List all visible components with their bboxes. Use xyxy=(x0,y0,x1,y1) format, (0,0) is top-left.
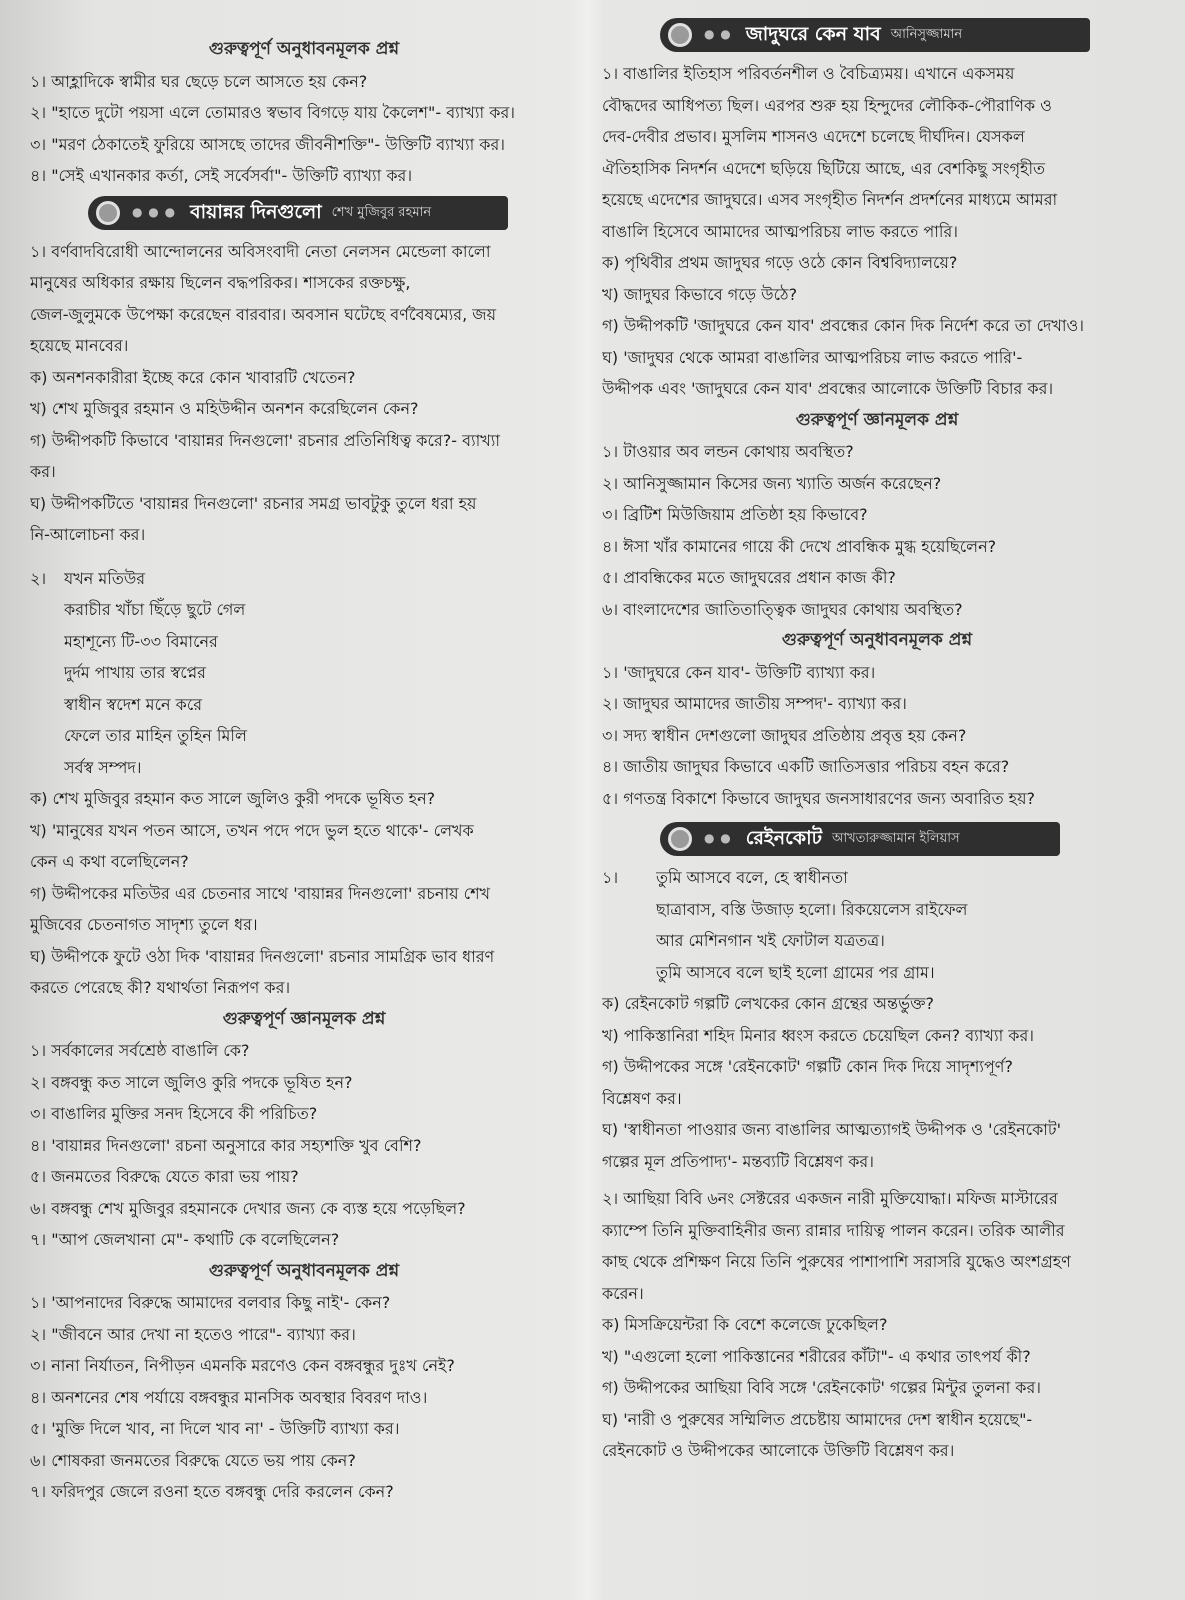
text-line: মুজিবের চেতনাগত সাদৃশ্য তুলে ধর। xyxy=(30,915,258,934)
chapter-title: বায়ান্নর দিনগুলো xyxy=(190,200,322,223)
chapter-author: শেখ মুজিবুর রহমান xyxy=(331,204,432,220)
chapter-banner xyxy=(88,196,508,230)
section-heading: গুরুত্বপূর্ণ অনুধাবনমূলক প্রশ্ন xyxy=(208,1260,400,1281)
question-list xyxy=(30,1287,578,1508)
text-line: ৫। 'মুক্তি দিলে খাব, না দিলে খাব না' - উক্তিটি ব্যাখ্যা কর। xyxy=(30,1419,400,1438)
stimulus-poem xyxy=(602,862,1152,988)
text-line: ১। সর্বকালের সর্বশ্রেষ্ঠ বাঙালি কে? xyxy=(30,1041,250,1060)
text-line: হয়েছে এদেশের জাদুঘরে। এসব সংগৃহীত নিদর্শন প্রদর্শনের মাধ্যমে আমরা xyxy=(602,190,1058,209)
text-line: ৩। "মরণ ঠেকাতেই ফুরিয়ে আসছে তাদের জীবনীশক্তি"- উক্তিটি ব্যাখ্যা কর। xyxy=(30,134,506,154)
text-line: ছাত্রাবাস, বস্তি উজাড় হলো। রিকয়েলেস রাইফেল xyxy=(656,899,968,919)
text-line: রেইনকোট ও উদ্দীপকের আলোকে উক্তিটি বিশ্লেষণ কর। xyxy=(602,1441,955,1460)
right-column xyxy=(602,14,1152,1467)
text-line: গ) উদ্দীপকের মতিউর এর চেতনার সাথে 'বায়ান্নর দিনগুলো' রচনায় শেখ xyxy=(30,883,491,903)
text-line: ৩। নানা নির্যাতন, নিপীড়ন এমনকি মরণেও কেন বঙ্গবন্ধুর দুঃখ নেই? xyxy=(30,1356,455,1375)
text-line: ১। আহ্লাদিকে স্বামীর ঘর ছেড়ে চলে আসতে হয় কেন? xyxy=(30,71,368,91)
dots-icon: ● ● xyxy=(704,831,732,846)
text-line: ৪। 'বায়ান্নর দিনগুলো' রচনা অনুসারে কার সহ্যশক্তি খুব বেশি? xyxy=(30,1135,422,1155)
text-line: ২। আছিয়া বিবি ৬নং সেক্টরের একজন নারী মুক্তিযোদ্ধা। মফিজ মাস্টারের xyxy=(602,1189,1058,1208)
text-line: খ) পাকিস্তানিরা শহিদ মিনার ধ্বংস করতে চেয়েছিল কেন? ব্যাখ্যা কর। xyxy=(602,1025,1035,1045)
text-line: বাঙালি হিসেবে আমাদের আত্মপরিচয় লাভ করতে পারি। xyxy=(602,221,958,241)
text-line: ৫। প্রাবন্ধিকের মতে জাদুঘরের প্রধান কাজ কী? xyxy=(602,568,896,587)
poem-lines xyxy=(30,563,578,784)
text-line: ৩। ব্রিটিশ মিউজিয়াম প্রতিষ্ঠা হয় কিভাবে? xyxy=(602,505,868,524)
question-list xyxy=(602,657,1152,815)
text-line: ক) রেইনকোট গল্পটি লেখকের কোন গ্রন্থের অন্তর্ভুক্ত? xyxy=(602,994,935,1013)
text-line: ৭। "আপ জেলখানা মে"- কথাটি কে বলেছিলেন? xyxy=(30,1230,340,1249)
text-line: ২। "হাতে দুটো পয়সা এলে তোমারও স্বভাব বিগড়ে যায় কৈলেশ"- ব্যাখ্যা কর। xyxy=(30,103,515,122)
text-line: বৌদ্ধদের আধিপত্য ছিল। এরপর শুরু হয় হিন্দুদের লৌকিক-পৌরাণিক ও xyxy=(602,95,1052,115)
text-line: কর। xyxy=(30,462,56,481)
text-line: ঘ) 'নারী ও পুরুষের সম্মিলিত প্রচেষ্টায় আমাদের দেশ স্বাধীন হয়েছে"- xyxy=(602,1409,1033,1429)
chapter-author: আখতারুজ্জামান ইলিয়াস xyxy=(831,831,960,847)
text-line: ২। "জীবনে আর দেখা না হতেও পারে"- ব্যাখ্যা কর। xyxy=(30,1324,356,1344)
question-list xyxy=(602,988,1152,1177)
question-list xyxy=(30,783,578,1004)
text-line: উদ্দীপক এবং 'জাদুঘরে কেন যাব' প্রবন্ধের আলোকে উক্তিটি বিচার কর। xyxy=(602,379,1054,398)
chapter-title: রেইনকোট xyxy=(745,827,822,850)
text-line: ১। বাঙালির ইতিহাস পরিবর্তনশীল ও বৈচিত্র্যময়। এখানে একসময় xyxy=(602,64,1015,83)
stimulus-poem xyxy=(30,563,578,784)
text-line: স্বাধীন স্বদেশ মনে করে xyxy=(64,694,203,714)
text-line: জেল-জুলুমকে উপেক্ষা করেছেন বারবার। অবসান ঘটেছে বর্ণবৈষম্যের, জয় xyxy=(30,304,496,324)
poem-number: ১। xyxy=(602,868,619,887)
text-line: গ) উদ্দীপকটি 'জাদুঘরে কেন যাব' প্রবন্ধের কোন দিক নির্দেশ করে তা দেখাও। xyxy=(602,316,1085,335)
text-line: ৪। ঈসা খাঁর কামানের গায়ে কী দেখে প্রাবন্ধিক মুগ্ধ হয়েছিলেন? xyxy=(602,536,997,556)
text-line: খ) 'মানুষের যখন পতন আসে, তখন পদে পদে ভুল হতে থাকে'- লেখক xyxy=(30,820,474,840)
text-line: ৬। বঙ্গবন্ধু শেখ মুজিবুর রহমানকে দেখার জন্য কে ব্যস্ত হয়ে পড়েছিল? xyxy=(30,1198,466,1218)
text-line: ক্যাম্পে তিনি মুক্তিবাহিনীর জন্য রান্নার দায়িত্ব পালন করেন। তরিক আলীর xyxy=(602,1220,1065,1240)
text-line: খ) শেখ মুজিবুর রহমান ও মহিউদ্দীন অনশন করেছিলেন কেন? xyxy=(30,399,419,418)
text-line: ঘ) 'জাদুঘর থেকে আমরা বাঙালির আত্মপরিচয় লাভ করতে পারি'- xyxy=(602,347,1023,367)
text-line: কেন এ কথা বলেছিলেন? xyxy=(30,852,189,871)
text-line: খ) "এগুলো হলো পাকিস্তানের শরীরের কাঁটা"- এ কথার তাৎপর্য কী? xyxy=(602,1346,1031,1366)
left-column xyxy=(30,14,578,1508)
text-line: ১। 'জাদুঘরে কেন যাব'- উক্তিটি ব্যাখ্যা কর। xyxy=(602,662,876,682)
text-line: ১। বর্ণবাদবিরোধী আন্দোলনের অবিসংবাদী নেতা নেলসন মেন্ডেলা কালো xyxy=(30,241,491,261)
text-line: ক) পৃথিবীর প্রথম জাদুঘর গড়ে ওঠে কোন বিশ্ববিদ্যালয়ে? xyxy=(602,253,958,272)
text-line: ৪। "সেই এখানকার কর্তা, সেই সর্বেসর্বা"- উক্তিটি ব্যাখ্যা কর। xyxy=(30,166,413,185)
text-line: গ) উদ্দীপকের আছিয়া বিবি সঙ্গে 'রেইনকোট' গল্পের মিন্টুর তুলনা কর। xyxy=(602,1378,1042,1397)
text-line: ২। আনিসুজ্জামান কিসের জন্য খ্যাতি অর্জন করেছেন? xyxy=(602,473,942,493)
text-line: গ) উদ্দীপকটি কিভাবে 'বায়ান্নর দিনগুলো' রচনার প্রতিনিধিত্ব করে?- ব্যাখ্যা xyxy=(30,430,501,450)
text-line: ৫। গণতন্ত্র বিকাশে কিভাবে জাদুঘর জনসাধারণের জন্য অবারিত হয়? xyxy=(602,788,1035,808)
text-line: করাচীর খাঁচা ছিঁড়ে ছুটে গেল xyxy=(64,600,246,619)
text-line: ক) শেখ মুজিবুর রহমান কত সালে জুলিও কুরী পদকে ভূষিত হন? xyxy=(30,789,436,808)
question-list xyxy=(602,436,1152,625)
text-line: মহাশূন্যে টি-৩৩ বিমানের xyxy=(64,631,218,651)
chapter-banner xyxy=(660,822,1060,856)
text-line: গল্পের মূল প্রতিপাদ্য'- মন্তব্যটি বিশ্লেষণ কর। xyxy=(602,1151,874,1171)
text-line: খ) জাদুঘর কিভাবে গড়ে উঠে? xyxy=(602,284,798,304)
text-line: ২। জাদুঘর আমাদের জাতীয় সম্পদ'- ব্যাখ্যা কর। xyxy=(602,694,907,713)
text-line: ফেলে তার মাহিন তুহিন মিলি xyxy=(64,726,247,745)
question-list xyxy=(30,1035,578,1256)
dots-icon: ● ● xyxy=(704,27,732,42)
text-line: যখন মতিউর xyxy=(64,568,146,588)
text-line: করতে পেরেছে কী? যথার্থতা নিরূপণ কর। xyxy=(30,978,291,997)
text-line: আর মেশিনগান খই ফোটাল যত্রতত্র। xyxy=(656,931,885,950)
text-line: ক) অনশনকারীরা ইচ্ছে করে কোন খাবারটি খেতেন? xyxy=(30,367,356,387)
poem-number: ২। xyxy=(30,568,47,588)
section-heading: গুরুত্বপূর্ণ অনুধাবনমূলক প্রশ্ন xyxy=(208,39,400,59)
text-line: ৪। অনশনের শেষ পর্যায়ে বঙ্গবন্ধুর মানসিক অবস্থার বিবরণ দাও। xyxy=(30,1387,428,1407)
text-line: ঘ) উদ্দীপকটিতে 'বায়ান্নর দিনগুলো' রচনার সমগ্র ভাবটুকু তুলে ধরা হয় xyxy=(30,493,477,513)
chapter-title: জাদুঘরে কেন যাব xyxy=(745,23,881,46)
text-line: মানুষের অধিকার রক্ষায় ছিলেন বদ্ধপরিকর। শাসকের রক্তচক্ষু, xyxy=(30,273,411,292)
text-line: সর্বস্ব সম্পদ। xyxy=(64,757,142,777)
text-line: ৭। ফরিদপুর জেলে রওনা হতে বঙ্গবন্ধু দেরি করলেন কেন? xyxy=(30,1482,394,1501)
text-line: ২। বঙ্গবন্ধু কত সালে জুলিও কুরি পদকে ভূষিত হন? xyxy=(30,1072,353,1092)
text-line: তুমি আসবে বলে ছাই হলো গ্রামের পর গ্রাম। xyxy=(656,962,935,982)
stimulus-passage xyxy=(602,58,1152,405)
stimulus-passage xyxy=(602,1183,1152,1467)
text-line: দুর্দম পাখায় তার স্বপ্নের xyxy=(64,663,206,682)
stimulus-passage xyxy=(30,236,578,551)
section-heading: গুরুত্বপূর্ণ জ্ঞানমূলক প্রশ্ন xyxy=(222,1008,386,1029)
text-line: দেব-দেবীর প্রভাব। মুসলিম শাসনও এদেশে চলেছে দীর্ঘদিন। যেসকল xyxy=(602,127,1025,146)
text-line: ঐতিহাসিক নিদর্শন এদেশে ছড়িয়ে ছিটিয়ে আছে, এর বেশকিছু সংগৃহীত xyxy=(602,158,1046,178)
bullet-circle-icon xyxy=(96,201,120,225)
text-line: বিশ্লেষণ কর। xyxy=(602,1088,682,1108)
bullet-circle-icon xyxy=(668,23,692,47)
text-line: কাছ থেকে প্রশিক্ষণ নিয়ে তিনি পুরুষের পাশাপাশি সরাসরি যুদ্ধেও অংশগ্রহণ xyxy=(602,1252,1071,1271)
poem-lines xyxy=(602,862,1152,988)
text-line: ১। 'আপনাদের বিরুদ্ধে আমাদের বলবার কিছু নাই'- কেন? xyxy=(30,1293,391,1312)
text-line: নি-আলোচনা কর। xyxy=(30,525,146,544)
text-line: তুমি আসবে বলে, হে স্বাধীনতা xyxy=(656,868,848,887)
text-line: করেন। xyxy=(602,1283,644,1303)
section-heading: গুরুত্বপূর্ণ জ্ঞানমূলক প্রশ্ন xyxy=(795,409,959,430)
dots-icon: ● ● ● xyxy=(132,204,177,219)
text-line: ক) মিসক্রিয়েন্টরা কি বেশে কলেজে ঢুকেছিল? xyxy=(602,1315,888,1334)
text-line: ১। টাওয়ার অব লন্ডন কোথায় অবস্থিত? xyxy=(602,442,854,461)
bullet-circle-icon xyxy=(668,827,692,851)
section-heading: গুরুত্বপূর্ণ অনুধাবনমূলক প্রশ্ন xyxy=(781,630,973,650)
text-line: ৪। জাতীয় জাদুঘর কিভাবে একটি জাতিসত্তার পরিচয় বহন করে? xyxy=(602,757,1010,776)
question-list xyxy=(30,66,578,192)
text-line: ৩। সদ্য স্বাধীন দেশগুলো জাদুঘর প্রতিষ্ঠায় প্রবৃত্ত হয় কেন? xyxy=(602,725,967,745)
chapter-author: আনিসুজ্জামান xyxy=(890,27,963,43)
text-line: ৬। শোষকরা জনমতের বিরুদ্ধে যেতে ভয় পায় কেন? xyxy=(30,1450,356,1470)
text-line: গ) উদ্দীপকের সঙ্গে 'রেইনকোট' গল্পটি কোন দিক দিয়ে সাদৃশ্যপূর্ণ? xyxy=(602,1057,1013,1076)
text-line: ঘ) উদ্দীপকে ফুটে ওঠা দিক 'বায়ান্নর দিনগুলো' রচনার সামগ্রিক ভাব ধারণ xyxy=(30,946,495,966)
text-line: ৩। বাঙালির মুক্তির সনদ হিসেবে কী পরিচিত? xyxy=(30,1104,318,1123)
text-line: ৫। জনমতের বিরুদ্ধে যেতে কারা ভয় পায়? xyxy=(30,1167,299,1186)
chapter-banner xyxy=(660,18,1090,52)
text-line: ৬। বাংলাদেশের জাতিতাত্ত্বিক জাদুঘর কোথায় অবস্থিত? xyxy=(602,599,963,619)
text-line: হয়েছে মানবের। xyxy=(30,336,129,355)
text-line: ঘ) 'স্বাধীনতা পাওয়ার জন্য বাঙালির আত্মত্যাগই উদ্দীপক ও 'রেইনকোট' xyxy=(602,1120,1062,1139)
